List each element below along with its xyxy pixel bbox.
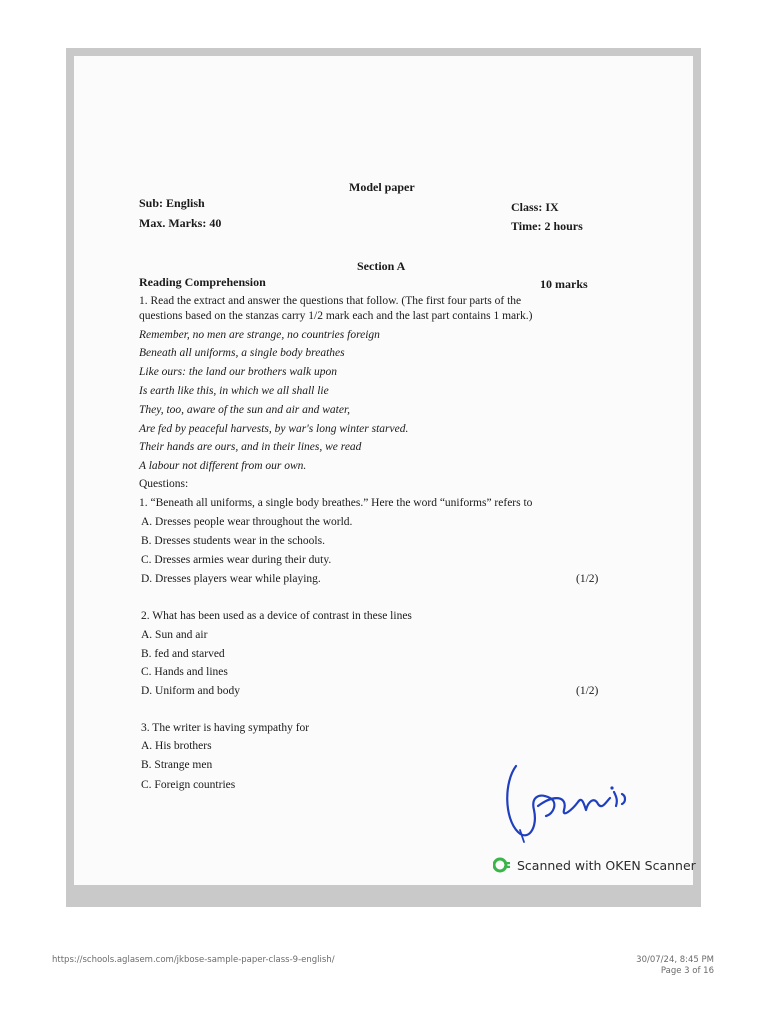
instruction-line-2: questions based on the stanzas carry 1/2 mark each and the last part contains 1 mark.) bbox=[139, 310, 533, 322]
poem-line: A labour not different from our own. bbox=[139, 460, 307, 472]
question-1: 1. “Beneath all uniforms, a single body breathes.” Here the word “uniforms” refers to bbox=[139, 497, 533, 509]
questions-label: Questions: bbox=[139, 478, 189, 490]
q1-option: D. Dresses players wear while playing. bbox=[141, 573, 321, 585]
section-heading: Section A bbox=[357, 259, 406, 273]
poem-line: They, too, aware of the sun and air and water, bbox=[139, 404, 351, 416]
paper-title: Model paper bbox=[349, 180, 415, 194]
q3-option: A. His brothers bbox=[141, 740, 212, 752]
poem-line: Beneath all uniforms, a single body breathes bbox=[139, 347, 345, 359]
question-3: 3. The writer is having sympathy for bbox=[141, 722, 310, 734]
q2-option: D. Uniform and body bbox=[141, 685, 241, 697]
footer-url[interactable]: https://schools.aglasem.com/jkbose-sample-paper-class-9-english/ bbox=[52, 955, 335, 965]
scanner-badge bbox=[493, 857, 696, 873]
q2-option: A. Sun and air bbox=[141, 629, 208, 641]
q2-marks: (1/2) bbox=[576, 685, 599, 697]
class-label: Class: IX bbox=[511, 200, 559, 214]
reading-heading: Reading Comprehension bbox=[139, 275, 266, 289]
oken-logo-icon bbox=[493, 857, 509, 873]
footer-datetime: 30/07/24, 8:45 PM bbox=[636, 955, 714, 965]
poem-line: Is earth like this, in which we all shall lie bbox=[139, 385, 329, 397]
footer-page-number: Page 3 of 16 bbox=[660, 966, 714, 976]
max-marks-label: Max. Marks: 40 bbox=[139, 216, 222, 230]
scanner-badge-text: Scanned with OKEN Scanner bbox=[517, 857, 696, 873]
poem-line: Remember, no men are strange, no countries foreign bbox=[139, 329, 380, 341]
q1-option: B. Dresses students wear in the schools. bbox=[141, 535, 325, 547]
q1-option: C. Dresses armies wear during their duty. bbox=[141, 554, 332, 566]
time-label: Time: 2 hours bbox=[511, 219, 583, 233]
subject-label: Sub: English bbox=[139, 196, 205, 210]
question-2: 2. What has been used as a device of contrast in these lines bbox=[141, 610, 412, 622]
q1-option: A. Dresses people wear throughout the world. bbox=[141, 516, 353, 528]
poem-line: Their hands are ours, and in their lines, we read bbox=[139, 441, 362, 453]
reading-marks: 10 marks bbox=[540, 277, 588, 291]
q3-option: C. Foreign countries bbox=[141, 779, 236, 791]
q2-option: C. Hands and lines bbox=[141, 666, 228, 678]
q1-marks: (1/2) bbox=[576, 573, 599, 585]
signature-icon bbox=[498, 758, 638, 846]
poem-line: Like ours: the land our brothers walk upon bbox=[139, 366, 337, 378]
q3-option: B. Strange men bbox=[141, 759, 213, 771]
poem-line: Are fed by peaceful harvests, by war's long winter starved. bbox=[139, 423, 409, 435]
q2-option: B. fed and starved bbox=[141, 648, 225, 660]
instruction-line-1: 1. Read the extract and answer the questions that follow. (The first four parts of the bbox=[139, 295, 522, 307]
